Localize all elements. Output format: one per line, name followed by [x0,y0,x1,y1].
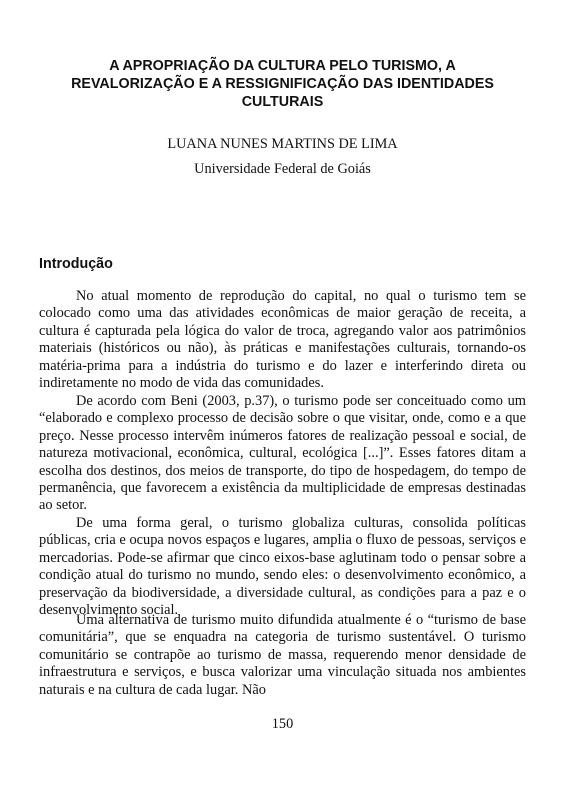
paper-title [40,57,525,111]
title-line: REVALORIZAÇÃO E A RESSIGNIFICAÇÃO DAS IDENTIDADES [71,76,494,92]
author-affiliation: Universidade Federal de Goiás [194,161,371,177]
section-heading: Introdução [39,256,113,272]
page-number: 150 [271,716,294,732]
body-paragraph: De acordo com Beni (2003, p.37), o turismo pode ser conceituado como um “elaborado e complexo processo de decisão sobre o que visitar, onde, como e a que preço. Nesse processo intervêm inúmeros fatores de realização pessoal e social, de natureza motivacional, econômica, cultural, ecológica [...]”. Esses fatores ditam a escolha dos destinos, dos meios de transporte, do tipo de hospedagem, do tempo de permanência, que favorecem a existência da multiplicidade de empresas destinadas ao setor. [39,393,526,514]
title-line: A APROPRIAÇÃO DA CULTURA PELO TURISMO, A [109,58,456,74]
author-name: LUANA NUNES MARTINS DE LIMA [167,136,398,152]
body-paragraph: No atual momento de reprodução do capital, no qual o turismo tem se colocado como uma das atividades econômicas de maior geração de receita, a cultura é capturada pela lógica do valor de troca, agregando valor aos patrimônios materiais (históricos ou não), às práticas e manifestações culturais, tornando-os matéria-prima para a indústria do turismo e do lazer e interferindo direta ou indiretamente no modo de vida das comunidades. [39,288,526,392]
title-line: CULTURAIS [241,94,324,110]
body-paragraph: Uma alternativa de turismo muito difundida atualmente é o “turismo de base comunitária”, que se enquadra na categoria de turismo sustentável. O turismo comunitário se contrapõe ao turismo de massa, requerendo menor densidade de infraestrutura e serviços, e busca valorizar uma vinculação situada nos ambientes naturais e na cultura de cada lugar. Não [39,612,526,698]
body-paragraph: De uma forma geral, o turismo globaliza culturas, consolida políticas públicas, cria e ocupa novos espaços e lugares, amplia o fluxo de pessoas, serviços e mercadorias. Pode-se afirmar que cinco eixos-base aglutinam todo o pensar sobre a condição atual do turismo no mundo, sendo eles: o desenvolvimento econômico, a preservação da biodiversidade, a diversidade cultural, as condições para a paz e o desenvolvimento social. [39,515,526,619]
